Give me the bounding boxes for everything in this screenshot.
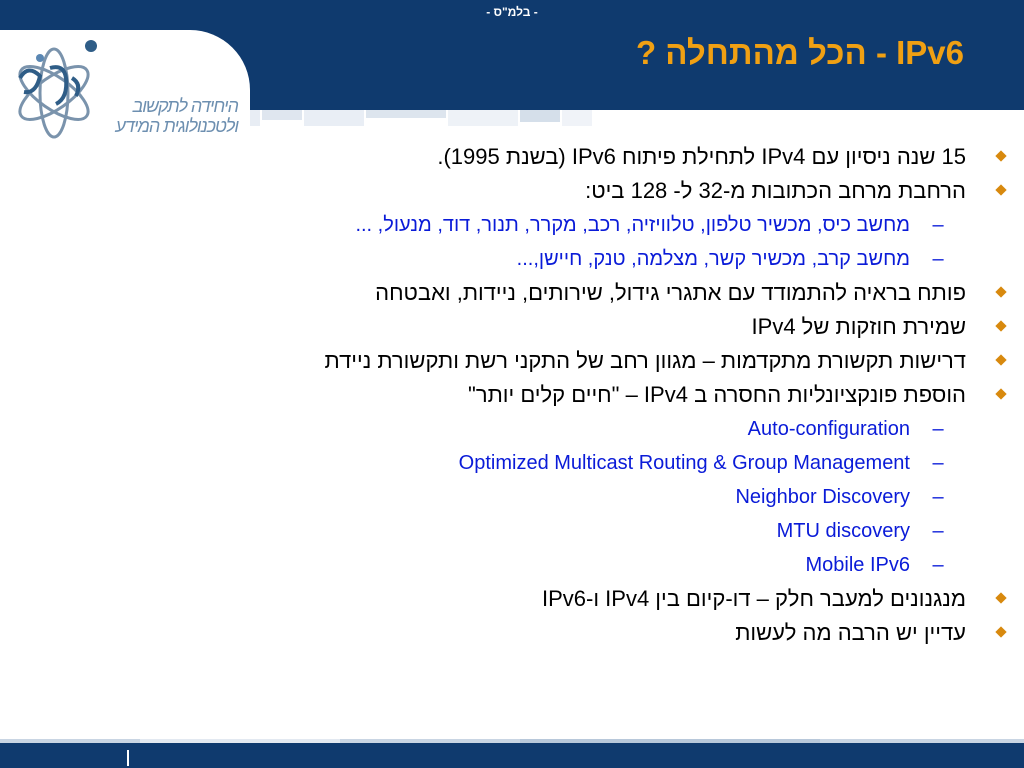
bullet-item (46, 616, 966, 650)
bullet-item (46, 276, 966, 310)
footer-separator (127, 750, 129, 766)
slide-content (46, 140, 966, 650)
sub-bullet-item (46, 208, 966, 242)
bullet-item (46, 344, 966, 378)
bullet-text: הוספת פונקציונליות החסרה ב IPv4 – "חיים קלים יותר" (468, 382, 966, 407)
dash-bullet: – (932, 520, 944, 542)
sub-bullet-text: MTU discovery (776, 520, 910, 542)
diamond-bullet-icon (995, 626, 1006, 637)
sub-bullet-text: Auto-configuration (747, 418, 910, 440)
diamond-bullet-icon (995, 320, 1006, 331)
sub-bullet-text: מחשב כיס, מכשיר טלפון, טלוויזיה, רכב, מקרר, תנור, דוד, מנעול, ... (355, 214, 910, 236)
bullet-text: מנגנונים למעבר חלק – דו-קיום בין IPv4 ו-IPv6 (541, 586, 966, 611)
bullet-text: פותח בראיה להתמודד עם אתגרי גידול, שירותים, ניידות, ואבטחה (375, 280, 966, 305)
atom-logo-icon (6, 38, 106, 148)
sub-bullet-text: Optimized Multicast Routing & Group Management (458, 452, 910, 474)
sub-bullet-item (46, 548, 966, 582)
bullet-item (46, 310, 966, 344)
sub-bullet-text: Neighbor Discovery (735, 486, 910, 508)
diamond-bullet-icon (995, 592, 1006, 603)
footer-band (0, 743, 1024, 768)
bullet-text: עדיין יש הרבה מה לעשות (735, 620, 966, 645)
logo-text-line2: ולטכנולוגית המידע (115, 116, 238, 136)
diamond-bullet-icon (995, 286, 1006, 297)
dash-bullet: – (932, 248, 944, 270)
bullet-item (46, 582, 966, 616)
sub-bullet-item (46, 446, 966, 480)
dash-bullet: – (932, 214, 944, 236)
bullet-item (46, 140, 966, 174)
diamond-bullet-icon (995, 388, 1006, 399)
diamond-bullet-icon (995, 354, 1006, 365)
sub-bullet-item (46, 514, 966, 548)
bullet-item (46, 378, 966, 412)
classification-label: - בלמ"ס - (486, 5, 538, 19)
dash-bullet: – (932, 452, 944, 474)
slide-title: IPv6 - הכל מהתחלה ? (635, 34, 964, 71)
logo-text-line1: היחידה לתקשוב (132, 96, 238, 116)
bullet-text: 15 שנה ניסיון עם IPv4 לתחילת פיתוח IPv6 (בשנת 1995). (437, 144, 966, 169)
sub-bullet-item (46, 242, 966, 276)
sub-bullet-item (46, 480, 966, 514)
sub-bullet-text: מחשב קרב, מכשיר קשר, מצלמה, טנק, חיישן,... (516, 248, 910, 270)
diamond-bullet-icon (995, 184, 1006, 195)
sub-bullet-text: Mobile IPv6 (805, 554, 910, 576)
dash-bullet: – (932, 418, 944, 440)
diamond-bullet-icon (995, 150, 1006, 161)
dash-bullet: – (932, 554, 944, 576)
dash-bullet: – (932, 486, 944, 508)
bullet-text: הרחבת מרחב הכתובות מ-32 ל- 128 ביט: (585, 178, 966, 203)
sub-bullet-item (46, 412, 966, 446)
bullet-item (46, 174, 966, 208)
bullet-text: דרישות תקשורת מתקדמות – מגוון רחב של התקני רשת ותקשורת ניידת (324, 348, 966, 373)
bullet-text: שמירת חוזקות של IPv4 (751, 314, 966, 339)
